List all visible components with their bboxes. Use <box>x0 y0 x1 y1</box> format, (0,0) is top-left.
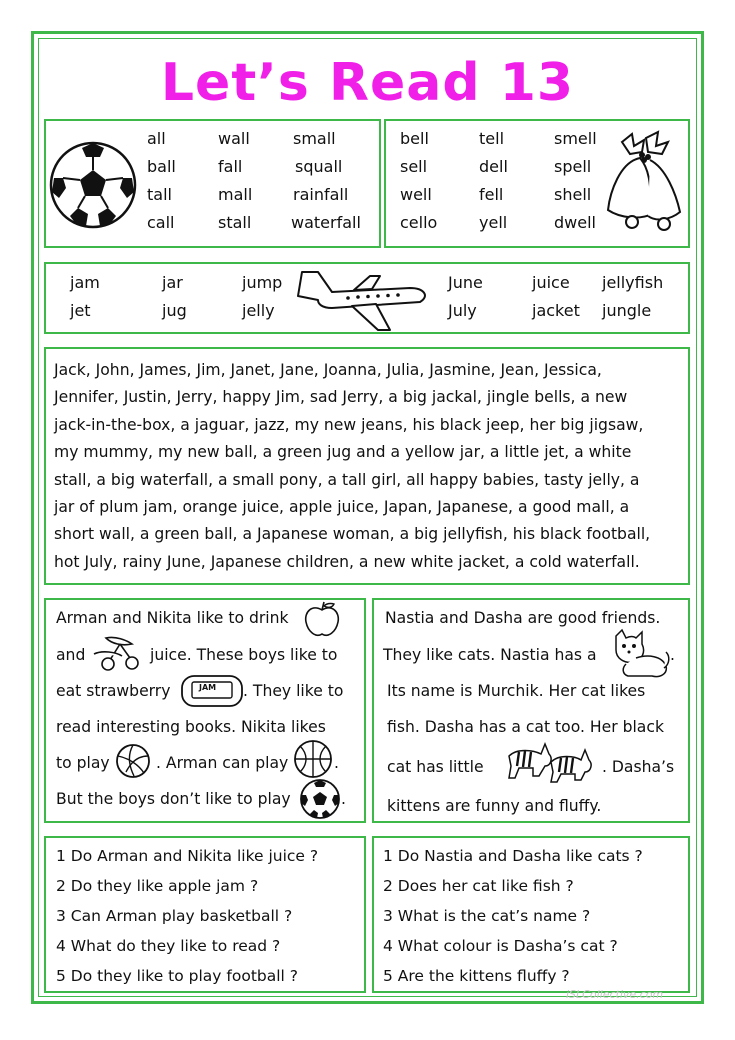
cherries-icon <box>92 634 150 672</box>
story-text: . They like to <box>243 682 344 700</box>
word: ball <box>147 157 176 176</box>
word: stall <box>218 213 252 232</box>
word: call <box>147 213 175 232</box>
paragraph-line: jack-in-the-box, a jaguar, jazz, my new jeans, his black jeep, her big jigsaw, <box>54 415 644 434</box>
kittens-icon <box>505 736 597 782</box>
question: 4 What colour is Dasha’s cat ? <box>383 937 618 955</box>
paragraph-line: Jennifer, Justin, Jerry, happy Jim, sad Jerry, a big jackal, jingle bells, a new <box>54 388 628 407</box>
word: yell <box>479 213 508 232</box>
word: jump <box>242 273 283 292</box>
word: jam <box>70 273 100 292</box>
volleyball-icon <box>114 742 152 780</box>
word: July <box>448 301 477 320</box>
story-text: . Arman can play <box>156 754 289 772</box>
bells-icon <box>600 132 688 232</box>
story-text: kittens are funny and fluffy. <box>387 797 602 815</box>
story-text: read interesting books. Nikita likes <box>56 718 326 736</box>
apple-icon <box>302 600 342 640</box>
question: 2 Does her cat like fish ? <box>383 877 574 895</box>
paragraph-line: short wall, a green ball, a Japanese woman, a big jellyfish, his black football, <box>54 525 651 544</box>
word: well <box>400 185 432 204</box>
question: 3 What is the cat’s name ? <box>383 907 591 925</box>
story-text: eat strawberry <box>56 682 171 700</box>
soccer-ball-small-icon <box>299 778 341 820</box>
story-text: . <box>334 754 339 772</box>
paragraph-line: jar of plum jam, orange juice, apple juice, Japan, Japanese, a good mall, a <box>54 498 630 517</box>
word: all <box>147 129 166 148</box>
word: wall <box>218 129 250 148</box>
jam-label: JAM <box>199 683 217 692</box>
story-text: . <box>670 646 675 664</box>
word: June <box>448 273 483 292</box>
word: jug <box>162 301 187 320</box>
word: jelly <box>242 301 275 320</box>
question: 1 Do Arman and Nikita like juice ? <box>56 847 319 865</box>
story-text: . <box>341 790 346 808</box>
soccer-ball-icon <box>48 140 138 230</box>
word: waterfall <box>291 213 361 232</box>
word: jar <box>162 273 183 292</box>
paragraph-line: Jack, John, James, Jim, Janet, Jane, Joanna, Julia, Jasmine, Jean, Jessica, <box>54 361 602 379</box>
word: small <box>293 129 336 148</box>
word: jet <box>70 301 91 320</box>
story-text: to play <box>56 754 110 772</box>
basketball-icon <box>292 738 334 780</box>
question: 1 Do Nastia and Dasha like cats ? <box>383 847 643 865</box>
word: dwell <box>554 213 596 232</box>
word: dell <box>479 157 508 176</box>
story-text: Its name is Murchik. Her cat likes <box>387 682 646 700</box>
word: mall <box>218 185 253 204</box>
word: jacket <box>532 301 580 320</box>
word: shell <box>554 185 592 204</box>
word: rainfall <box>293 185 349 204</box>
question: 4 What do they like to read ? <box>56 937 281 955</box>
paragraph-line: stall, a big waterfall, a small pony, a tall girl, all happy babies, tasty jelly, a <box>54 470 640 489</box>
story-text: They like cats. Nastia has a <box>383 646 597 664</box>
watermark: iSLCollective.com <box>566 988 664 1001</box>
kitten-icon <box>608 628 672 680</box>
word: sell <box>400 157 428 176</box>
question: 5 Do they like to play football ? <box>56 967 299 985</box>
word: cello <box>400 213 438 232</box>
word: squall <box>295 157 343 176</box>
story-text: Nastia and Dasha are good friends. <box>385 609 661 627</box>
question: 3 Can Arman play basketball ? <box>56 907 293 925</box>
word: jellyfish <box>602 273 664 292</box>
word: jungle <box>602 301 652 320</box>
word: tell <box>479 129 505 148</box>
word: tall <box>147 185 172 204</box>
word: smell <box>554 129 597 148</box>
paragraph-line: hot July, rainy June, Japanese children, a new white jacket, a cold waterfall. <box>54 552 640 571</box>
word: juice <box>532 273 570 292</box>
word: fell <box>479 185 504 204</box>
story-text: But the boys don’t like to play <box>56 790 291 808</box>
word: fall <box>218 157 243 176</box>
page-title: Let’s Read 13 <box>160 53 575 113</box>
question: 5 Are the kittens fluffy ? <box>383 967 570 985</box>
paragraph-line: my mummy, my new ball, a green jug and a yellow jar, a little jet, a white <box>54 443 632 462</box>
question: 2 Do they like apple jam ? <box>56 877 259 895</box>
word: spell <box>554 157 592 176</box>
story-text: fish. Dasha has a cat too. Her black <box>387 718 664 736</box>
story-text: and <box>56 646 86 664</box>
airplane-icon <box>292 268 432 332</box>
word: bell <box>400 129 429 148</box>
story-text: Arman and Nikita like to drink <box>56 609 289 627</box>
story-text: . Dasha’s <box>602 758 675 776</box>
story-text: juice. These boys like to <box>150 646 338 664</box>
word-paragraph <box>54 357 682 576</box>
story-text: cat has little <box>387 758 484 776</box>
